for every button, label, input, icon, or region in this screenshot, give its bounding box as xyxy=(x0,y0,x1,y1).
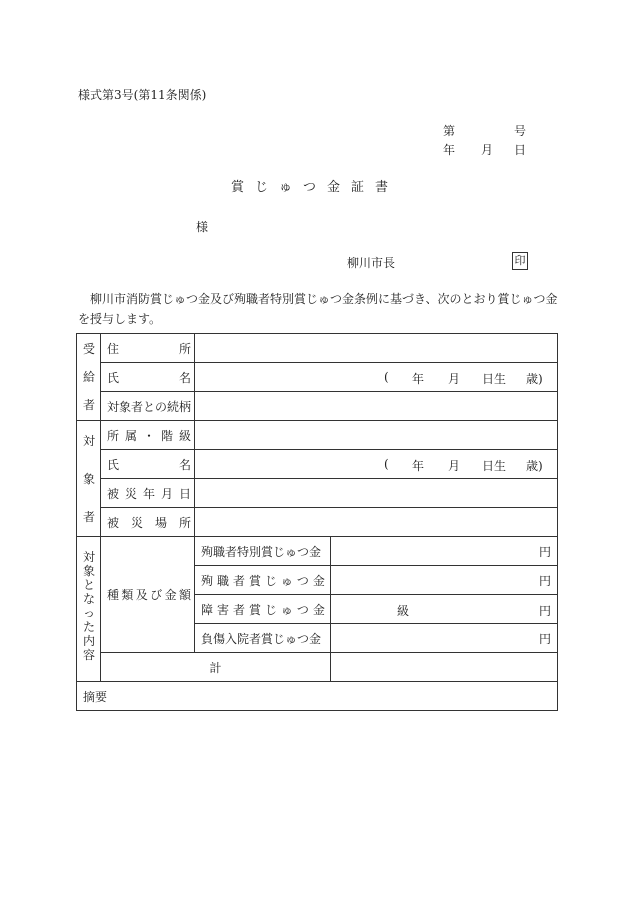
subject-disaster-date-label: 被 災 年 月 日 xyxy=(101,479,195,508)
award-type-label: 負傷入院者賞じゅつ金 xyxy=(195,624,331,653)
table-row xyxy=(77,363,558,392)
award-amount-cell[interactable]: 円 xyxy=(331,624,558,653)
recipient-name-label: 氏 名 xyxy=(101,363,195,392)
day-label: 日 xyxy=(514,143,527,157)
month-label: 月 xyxy=(481,143,494,157)
recipient-address-cell[interactable] xyxy=(195,334,558,363)
year-label: 年 xyxy=(443,143,456,157)
recipient-name-cell[interactable] xyxy=(195,363,558,392)
table-row xyxy=(77,682,558,711)
birth-year-label: 年 xyxy=(412,459,425,473)
total-amount-cell[interactable] xyxy=(331,653,558,682)
subject-group-label: 対象者 xyxy=(77,421,101,537)
award-type-label: 殉 職 者 賞 じ ゅ つ 金 xyxy=(195,566,331,595)
award-type-label: 障 害 者 賞 じ ゅ つ 金 xyxy=(195,595,331,624)
document-title: 賞じゅつ金証書 xyxy=(230,180,399,195)
table-row xyxy=(77,479,558,508)
subject-disaster-place-cell[interactable] xyxy=(195,508,558,537)
birth-year-label: 年 xyxy=(412,372,425,386)
recipient-relation-label: 対象者との続柄 xyxy=(101,392,195,421)
recipient-address-label: 住 所 xyxy=(101,334,195,363)
table-row xyxy=(77,334,558,363)
birth-open-paren: ( xyxy=(384,457,389,471)
table-row xyxy=(77,392,558,421)
table-row xyxy=(77,421,558,450)
intro-paragraph: 柳川市消防賞じゅつ金及び殉職者特別賞じゅつ金条例に基づき、次のとおり賞じゅつ金を授与します。 xyxy=(78,292,558,326)
table-row xyxy=(77,537,558,566)
number-suffix: 号 xyxy=(514,124,527,138)
yen-unit: 円 xyxy=(538,604,551,618)
subject-disaster-place-label: 被 災 場 所 xyxy=(101,508,195,537)
subject-affiliation-cell[interactable] xyxy=(195,421,558,450)
remarks-label: 摘要 xyxy=(83,689,108,704)
number-prefix: 第 xyxy=(443,124,456,138)
award-amount-cell[interactable]: 円 xyxy=(331,537,558,566)
form-number-label: 様式第3号(第11条関係) xyxy=(78,88,207,102)
award-amount-cell[interactable]: 円 xyxy=(331,566,558,595)
addressee-suffix: 様 xyxy=(196,220,209,234)
issuer-name: 柳川市長 xyxy=(347,256,396,270)
table-row xyxy=(77,653,558,682)
grade-label: 級 xyxy=(397,604,410,618)
birth-month-label: 月 xyxy=(448,372,461,386)
table-row xyxy=(77,450,558,479)
total-label: 計 xyxy=(101,653,331,682)
subject-affiliation-label: 所 属 ・ 階 級 xyxy=(101,421,195,450)
award-amount-cell[interactable] xyxy=(331,595,558,624)
certificate-table xyxy=(76,333,558,711)
recipient-relation-cell[interactable] xyxy=(195,392,558,421)
award-type-label: 殉職者特別賞じゅつ金 xyxy=(195,537,331,566)
birth-open-paren: ( xyxy=(384,370,389,384)
birth-month-label: 月 xyxy=(448,459,461,473)
subject-name-label: 氏 名 xyxy=(101,450,195,479)
table-row xyxy=(77,508,558,537)
birth-day-label: 日生 xyxy=(482,372,507,386)
age-label: 歳) xyxy=(526,459,543,473)
remarks-cell[interactable] xyxy=(77,682,558,711)
age-label: 歳) xyxy=(526,372,543,386)
recipient-group-label: 受給者 xyxy=(77,334,101,421)
subject-disaster-date-cell[interactable] xyxy=(195,479,558,508)
subject-name-cell[interactable] xyxy=(195,450,558,479)
seal-mark: 印 xyxy=(512,252,528,270)
kind-amount-label: 種 類 及 び 金 額 xyxy=(101,537,195,653)
content-group-label: 対象となった内容 xyxy=(77,537,101,682)
birth-day-label: 日生 xyxy=(482,459,507,473)
